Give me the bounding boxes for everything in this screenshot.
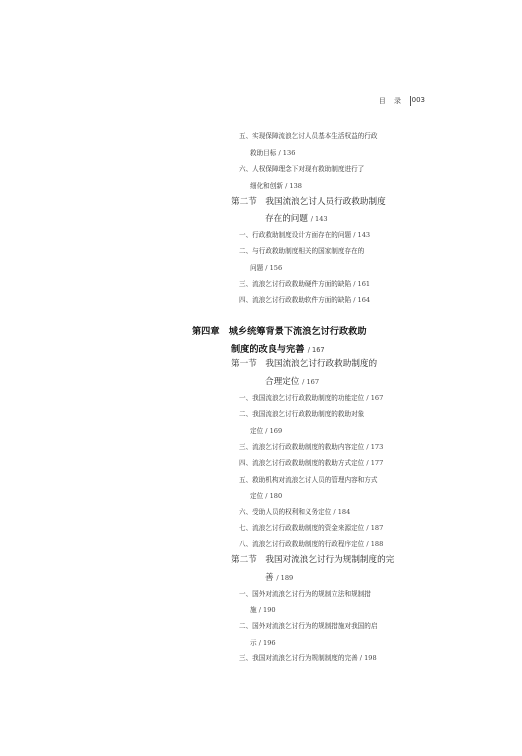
toc-page: / 180 [265,492,283,500]
toc-chapter-heading [231,341,325,355]
toc-page: / 169 [265,427,283,435]
toc-text: 一、我国流浪乞讨行政救助制度的功能定位 [239,394,365,402]
toc-text: 一、行政救助制度设计方面存在的问题 [239,231,352,239]
toc-page: / 167 [302,378,320,386]
toc-text: 八、流浪乞讨行政救助制度的行政程序定位 [239,540,365,548]
toc-page: / 164 [353,296,371,304]
toc-line [239,538,383,548]
toc-line [239,457,383,467]
header-page-number: 003 [411,96,425,104]
toc-line [239,278,370,288]
toc-section-heading [265,571,293,583]
toc-page: / 167 [366,394,384,402]
toc-line [239,294,370,304]
toc-line [239,474,377,484]
toc-line [239,506,350,516]
toc-text: 救助目标 [250,149,277,157]
toc-section-heading [265,375,319,387]
toc-text: 合理定位 [265,377,300,387]
toc-page: / 188 [366,540,384,548]
toc-page: / 167 [307,346,325,354]
toc-page: / 173 [366,443,384,451]
toc-page: / 198 [359,654,377,662]
toc-line [250,490,282,500]
toc-section-heading [231,195,386,207]
toc-page: / 177 [366,459,384,467]
toc-text: 二、国外对流浪乞讨行为的规制措施对我国的启 [239,622,378,630]
toc-line [250,637,276,647]
toc-page: / 138 [285,182,302,190]
toc-text: 细化和创新 [250,182,283,190]
toc-line [250,180,302,190]
toc-text: 存在的问题 [265,214,308,224]
toc-text: 三、流浪乞讨行政救助硬件方面的缺陷 [239,280,352,288]
toc-text: 六、受助人员的权利和义务定位 [239,508,332,516]
toc-text: 五、救助机构对流浪乞讨人员的管理内容和方式 [239,476,378,484]
toc-text: 六、人权保障理念下对现有救助制度进行了 [239,165,365,173]
toc-text: 第四章 城乡统筹背景下流浪乞讨行政救助 [192,326,367,337]
toc-page: / 189 [276,574,294,582]
toc-line [239,130,377,140]
toc-line [239,408,364,418]
toc-line [250,262,282,272]
toc-text: 第一节 我国流浪乞讨行政救助制度的 [231,359,378,369]
toc-page: / 143 [310,215,328,223]
toc-text: 四、流浪乞讨行政救助软件方面的缺陷 [239,296,352,304]
toc-text: 三、流浪乞讨行政救助制度的救助内容定位 [239,443,365,451]
toc-section-heading [231,357,377,369]
toc-line [250,425,282,435]
toc-page: / 143 [353,231,371,239]
toc-line [239,441,383,451]
toc-text: 四、流浪乞讨行政救助制度的救助方式定位 [239,459,365,467]
toc-text: 第二节 我国流浪乞讨人员行政救助制度 [231,197,386,207]
toc-text: 问题 [250,264,264,272]
toc-line [239,588,371,598]
toc-line [239,620,377,630]
toc-line [239,163,364,173]
toc-line [250,147,295,157]
toc-page: / 161 [353,280,371,288]
toc-page: / 156 [265,264,283,272]
toc-page: / 136 [278,149,296,157]
toc-page: / 196 [258,639,276,647]
toc-line [239,522,383,532]
toc-text: 制度的改良与完善 [231,344,305,355]
toc-text: 示 [250,639,257,647]
toc-text: 七、流浪乞讨行政救助制度的资金来源定位 [239,524,365,532]
toc-line [239,392,383,402]
toc-page: / 190 [258,606,276,614]
toc-text: 一、国外对流浪乞讨行为的规制立法和规制措 [239,590,371,598]
toc-section-heading [231,553,394,565]
toc-text: 定位 [250,427,264,435]
toc-section-heading [265,212,328,224]
toc-line [239,245,364,255]
toc-line [239,229,370,239]
toc-line [239,652,377,662]
toc-text: 善 [265,573,274,583]
toc-text: 二、我国流浪乞讨行政救助制度的救助对象 [239,410,365,418]
toc-text: 二、与行政救助制度相关的国家制度存在的 [239,247,365,255]
toc-page: / 184 [333,508,351,516]
toc-chapter-heading [192,323,367,337]
header-title: 目 录 [378,97,404,105]
toc-text: 第二节 我国对流浪乞讨行为规制制度的完 [231,555,395,565]
toc-page: / 187 [366,524,384,532]
toc-line [250,604,276,614]
toc-text: 定位 [250,492,264,500]
toc-text: 施 [250,606,257,614]
toc-text: 五、实现保障流浪乞讨人员基本生活权益的行政 [239,132,378,140]
toc-text: 三、我国对流浪乞讨行为规制制度的完善 [239,654,358,662]
